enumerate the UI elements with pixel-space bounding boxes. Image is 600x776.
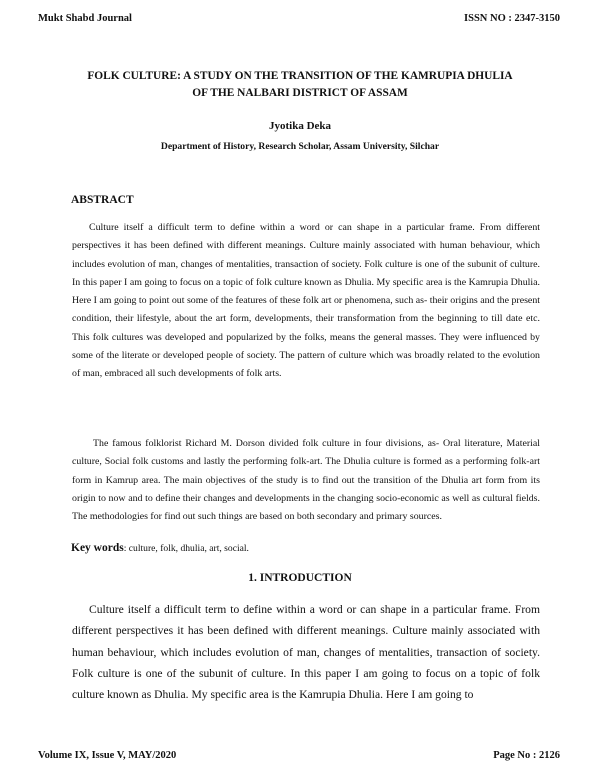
keywords bbox=[71, 542, 249, 554]
paper-title-line-1: FOLK CULTURE: A STUDY ON THE TRANSITION OF THE KAMRUPIA DHULIA bbox=[87, 70, 513, 82]
page-number: Page No : 2126 bbox=[493, 750, 560, 761]
volume-issue: Volume IX, Issue V, MAY/2020 bbox=[38, 750, 177, 761]
keywords-values: : culture, folk, dhulia, art, social. bbox=[123, 543, 249, 554]
journal-name: Mukt Shabd Journal bbox=[38, 13, 132, 24]
abstract-paragraph-2: The famous folklorist Richard M. Dorson divided folk culture in four divisions, as- Oral literature, Material culture, Social folk customs and lastly the performing folk-art. The Dhulia culture is formed as a performing folk-art form in Kamrup area. The main objectives of the study is to find out the transition of the Dhulia art form from its origin to now and to define their changes and developments in the changing socio-economic as well as cultural fields. The methodologies for find out such things are based on both secondary and primary sources. bbox=[72, 438, 540, 523]
introduction-paragraph-1: Culture itself a difficult term to define within a word or can shape in a particular frame. From different perspectives it has been defined with different meanings. Culture mainly associated with human behaviour, which includes evolution of man, changes of mentalities, transaction of society. Folk culture is one of the subunit of culture. In this paper I am going to focus on a topic of folk culture known as Dhulia. My specific area is the Kamrupia Dhulia. Here I am going to bbox=[72, 603, 540, 702]
author-affiliation: Department of History, Research Scholar, Assam University, Silchar bbox=[160, 141, 440, 152]
abstract-paragraph-1: Culture itself a difficult term to define within a word or can shape in a particular frame. From different perspectives it has been defined with different meanings. Culture mainly associated with human behaviour, which includes evolution of man, changes of mentalities, transaction of society. Folk culture is one of the subunit of culture. In this paper I am going to focus on a topic of folk culture known as Dhulia. My specific area is the Kamrupia Dhulia. Here I am going to point out some of the features of these folk art or phenomena, such as- their origins and the present condition, their lifestyle, about the art form, developments, their transformation from the beginning to till date etc. This folk cultures was developed and popularized by the folks, means the general masses. They were influenced by some of the literate or developed people of society. The pattern of culture which was broadly related to the evolution of man, embraced all such developments of folk arts. bbox=[72, 222, 540, 380]
issn-number: ISSN NO : 2347-3150 bbox=[464, 13, 560, 24]
author-name: Jyotika Deka bbox=[268, 120, 332, 132]
keywords-label: Key words bbox=[71, 542, 124, 554]
introduction-heading: 1. INTRODUCTION bbox=[248, 572, 352, 584]
abstract-heading: ABSTRACT bbox=[71, 194, 134, 206]
paper-title-line-2: OF THE NALBARI DISTRICT OF ASSAM bbox=[192, 87, 408, 99]
paper-title bbox=[0, 68, 600, 102]
